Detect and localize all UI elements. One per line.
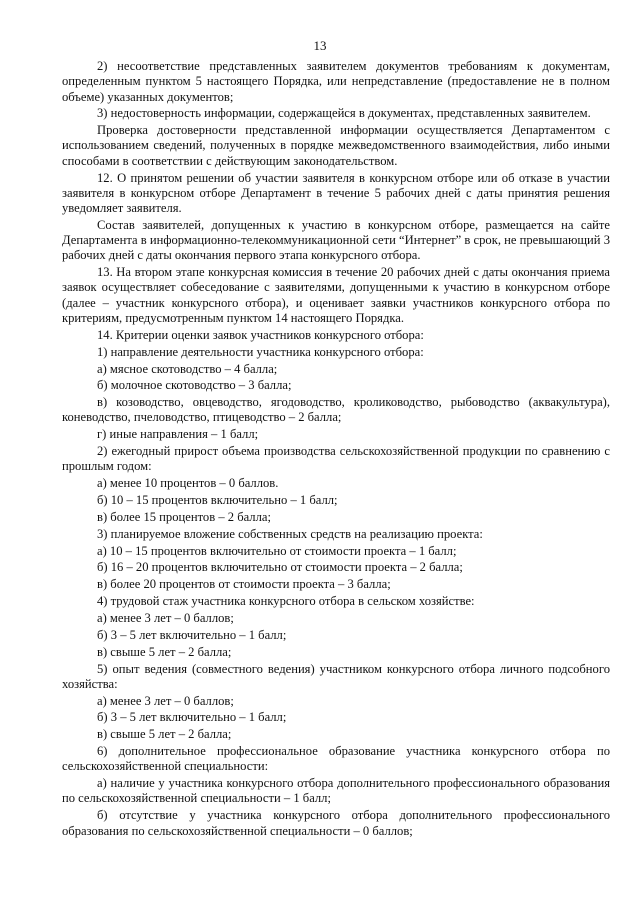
criterion-1-d: г) иные направления – 1 балл; <box>97 427 259 442</box>
criterion-2-a: а) менее 10 процентов – 0 баллов. <box>97 476 279 491</box>
criterion-4-c: в) свыше 5 лет – 2 балла; <box>97 644 232 659</box>
criterion-6-b: б) отсутствие у участника конкурсного отбора дополнительного профессионального образования по сельскохозяйственной специальности – 0 баллов; <box>62 808 610 838</box>
criterion-3-a: а) 10 – 15 процентов включительно от стоимости проекта – 1 балл; <box>97 543 457 558</box>
criterion-5-heading: 5) опыт ведения (совместного ведения) участником конкурсного отбора личного подсобного хозяйства: <box>62 661 610 691</box>
criterion-1-c: в) козоводство, овцеводство, ягодоводство, кролиководство, рыбоводство (аквакультура), коневодство, пчеловодство, птицеводство – 2 балла; <box>62 395 610 425</box>
criterion-4-b: б) 3 – 5 лет включительно – 1 балл; <box>97 627 287 642</box>
criterion-2-c: в) более 15 процентов – 2 балла; <box>97 509 271 524</box>
criterion-2-heading: 2) ежегодный прирост объема производства сельскохозяйственной продукции по сравнению с прошлым годом: <box>62 444 610 474</box>
criterion-5-c: в) свыше 5 лет – 2 балла; <box>97 727 232 742</box>
criterion-5-a: а) менее 3 лет – 0 баллов; <box>97 693 234 708</box>
criterion-3-heading: 3) планируемое вложение собственных средств на реализацию проекта: <box>97 526 483 541</box>
paragraph-item-2-noncompliance: 2) несоответствие представленных заявителем документов требованиям к документам, определенным пунктом 5 настоящего Порядка, или непредставление (предоставление не в полном объеме) указанных документов; <box>62 59 610 104</box>
criterion-6-heading: 6) дополнительное профессиональное образование участника конкурсного отбора по сельскохозяйственной специальности: <box>62 744 610 774</box>
criterion-2-b: б) 10 – 15 процентов включительно – 1 балл; <box>97 493 338 508</box>
criterion-4-heading: 4) трудовой стаж участника конкурсного отбора в сельском хозяйстве: <box>97 594 475 609</box>
criterion-1-heading: 1) направление деятельности участника конкурсного отбора: <box>97 344 424 359</box>
criterion-5-b: б) 3 – 5 лет включительно – 1 балл; <box>97 710 287 725</box>
criterion-1-a: а) мясное скотоводство – 4 балла; <box>97 361 278 376</box>
paragraph-item-3-unreliability: 3) недостоверность информации, содержащейся в документах, представленных заявителем. <box>97 106 591 121</box>
paragraph-verification: Проверка достоверности представленной информации осуществляется Департаментом с использованием сведений, полученных в порядке межведомственного взаимодействия, либо иными способами в соответствии с действующим законодательством. <box>62 123 610 168</box>
paragraph-applicants-publication: Состав заявителей, допущенных к участию в конкурсном отборе, размещается на сайте Департамента в информационно-телекоммуникационной сети “Интернет” в срок, не превышающий 3 рабочих дней с даты окончания первого этапа конкурсного отбора. <box>62 217 610 263</box>
paragraph-section-14: 14. Критерии оценки заявок участников конкурсного отбора: <box>97 327 424 342</box>
criterion-3-b: б) 16 – 20 процентов включительно от стоимости проекта – 2 балла; <box>97 560 463 575</box>
criterion-4-a: а) менее 3 лет – 0 баллов; <box>97 610 234 625</box>
paragraph-section-12: 12. О принятом решении об участии заявителя в конкурсном отборе или об отказе в участии заявителя в конкурсном отборе Департамент в течение 5 рабочих дней с даты принятия решения уведомляет заявителя. <box>62 170 610 216</box>
criterion-3-c: в) более 20 процентов от стоимости проекта – 3 балла; <box>97 577 391 592</box>
page-number: 13 <box>313 38 327 53</box>
document-body <box>62 59 610 840</box>
criterion-6-a: а) наличие у участника конкурсного отбора дополнительного профессионального образования по сельскохозяйственной специальности – 1 балл; <box>62 776 610 806</box>
paragraph-section-13: 13. На втором этапе конкурсная комиссия в течение 20 рабочих дней с даты окончания приема заявок осуществляет собеседование с заявителями, допущенными к участию в конкурсном отборе (далее – участник конкурсного отбора), и оценивает заявки участников конкурсного отбора по критериям, предусмотренным пунктом 14 настоящего Порядка. <box>62 265 610 325</box>
criterion-1-b: б) молочное скотоводство – 3 балла; <box>97 378 292 393</box>
